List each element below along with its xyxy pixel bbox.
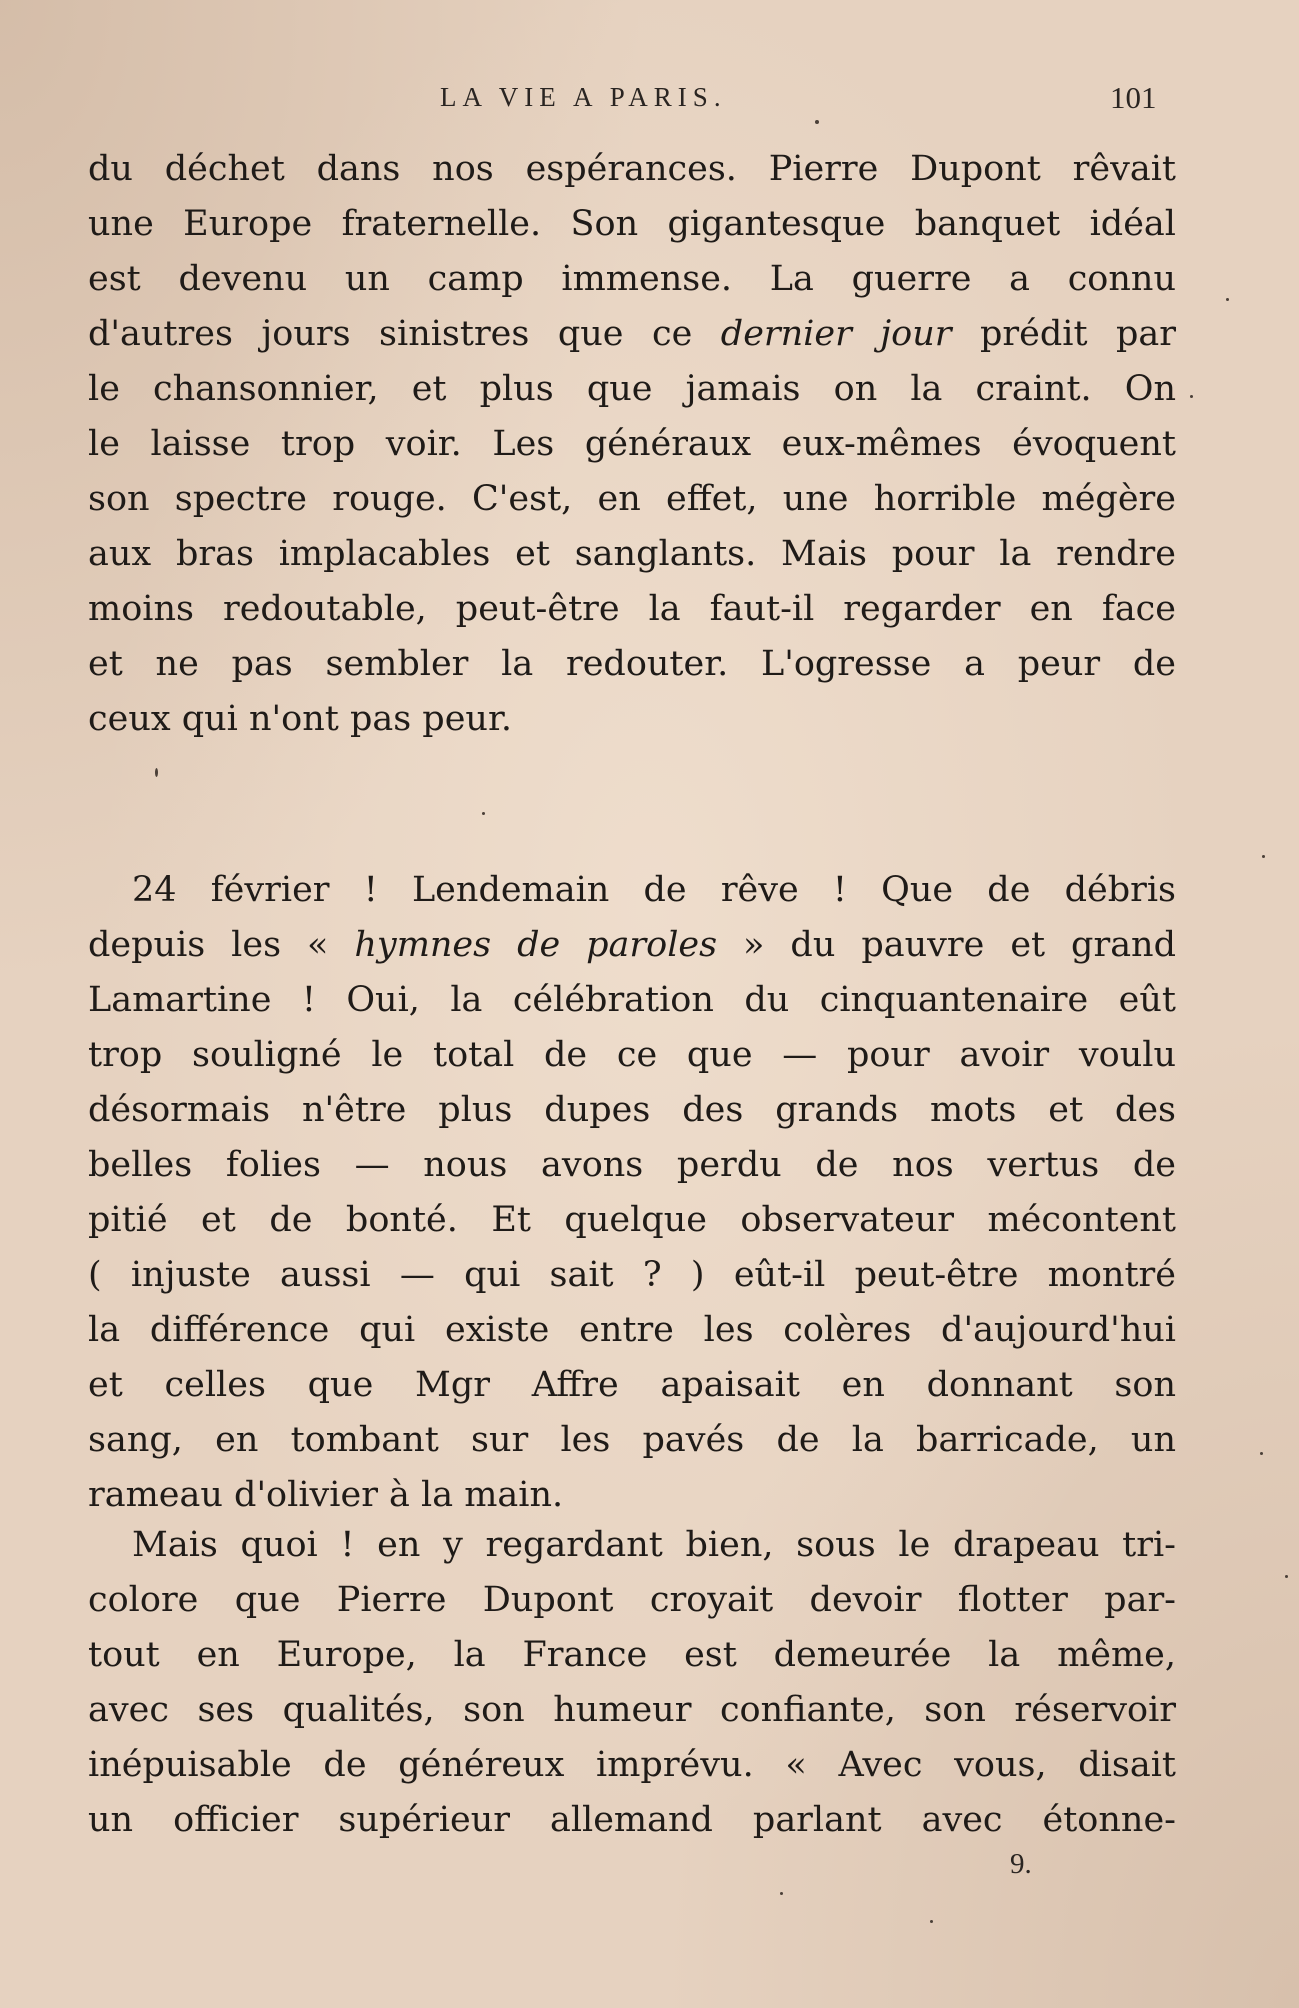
text-line: désormais n'être plus dupes des grands mots et des [88,1090,1176,1130]
italic-phrase: dernier jour [720,314,952,354]
italic-phrase: hymnes de paroles [354,925,718,965]
paper-speck [815,120,819,124]
text-line: et celles que Mgr Affre apaisait en donnant son [88,1365,1176,1405]
paper-speck [1190,395,1193,398]
text-line: le laisse trop voir. Les généraux eux-mêmes évoquent [88,424,1176,464]
paper-speck [1262,855,1265,858]
text-line: trop souligné le total de ce que — pour avoir voulu [88,1035,1176,1075]
text-line: le chansonnier, et plus que jamais on la craint. On [88,369,1176,409]
text-line: inépuisable de généreux imprévu. « Avec vous, disait [88,1745,1176,1785]
text-line: pitié et de bonté. Et quelque observateur mécontent [88,1200,1176,1240]
text-line: Mais quoi ! en y regardant bien, sous le drapeau tri- [132,1525,1176,1565]
text-line: son spectre rouge. C'est, en effet, une horrible mégère [88,479,1176,519]
paragraph-1 [88,142,1176,747]
text-line: tout en Europe, la France est demeurée la même, [88,1635,1176,1675]
text-line: belles folies — nous avons perdu de nos vertus de [88,1145,1176,1185]
text-line: d'autres jours sinistres que ce dernier jour prédit par [88,314,1176,354]
text-line: la différence qui existe entre les colères d'aujourd'hui [88,1310,1176,1350]
paragraph-2 [88,863,1176,1523]
paper-speck [155,768,158,777]
signature-mark: 9. [1010,1848,1032,1880]
paper-speck [780,1892,783,1895]
text-line: sang, en tombant sur les pavés de la barricade, un [88,1420,1176,1460]
text-line: ( injuste aussi — qui sait ? ) eût-il peut-être montré [88,1255,1176,1295]
text-line: ceux qui n'ont pas peur. [88,699,512,739]
text-line: du déchet dans nos espérances. Pierre Dupont rêvait [88,149,1176,189]
page-number: 101 [1110,80,1157,115]
running-title: LA VIE A PARIS. [440,82,727,112]
paper-speck [482,812,485,815]
text-line: depuis les « hymnes de paroles » du pauvre et grand [88,925,1177,965]
text-line: rameau d'olivier à la main. [88,1475,564,1515]
text-line: une Europe fraternelle. Son gigantesque banquet idéal [88,204,1176,244]
paper-speck [1260,1452,1263,1455]
text-line: un officier supérieur allemand parlant avec étonne- [88,1800,1176,1840]
text-line: 24 février ! Lendemain de rêve ! Que de débris [132,870,1176,910]
text-line: Lamartine ! Oui, la célébration du cinquantenaire eût [88,980,1176,1020]
text-line: aux bras implacables et sanglants. Mais pour la rendre [88,534,1176,574]
text-line: est devenu un camp immense. La guerre a connu [88,259,1176,299]
paragraph-3 [88,1518,1176,1848]
paper-speck [930,1920,933,1923]
paper-speck [1226,298,1229,301]
text-line: et ne pas sembler la redouter. L'ogresse a peur de [88,644,1176,684]
paper-speck [1285,1575,1288,1578]
text-line: colore que Pierre Dupont croyait devoir flotter par- [88,1580,1176,1620]
text-line: avec ses qualités, son humeur confiante, son réservoir [88,1690,1176,1730]
text-line: moins redoutable, peut-être la faut-il regarder en face [88,589,1176,629]
